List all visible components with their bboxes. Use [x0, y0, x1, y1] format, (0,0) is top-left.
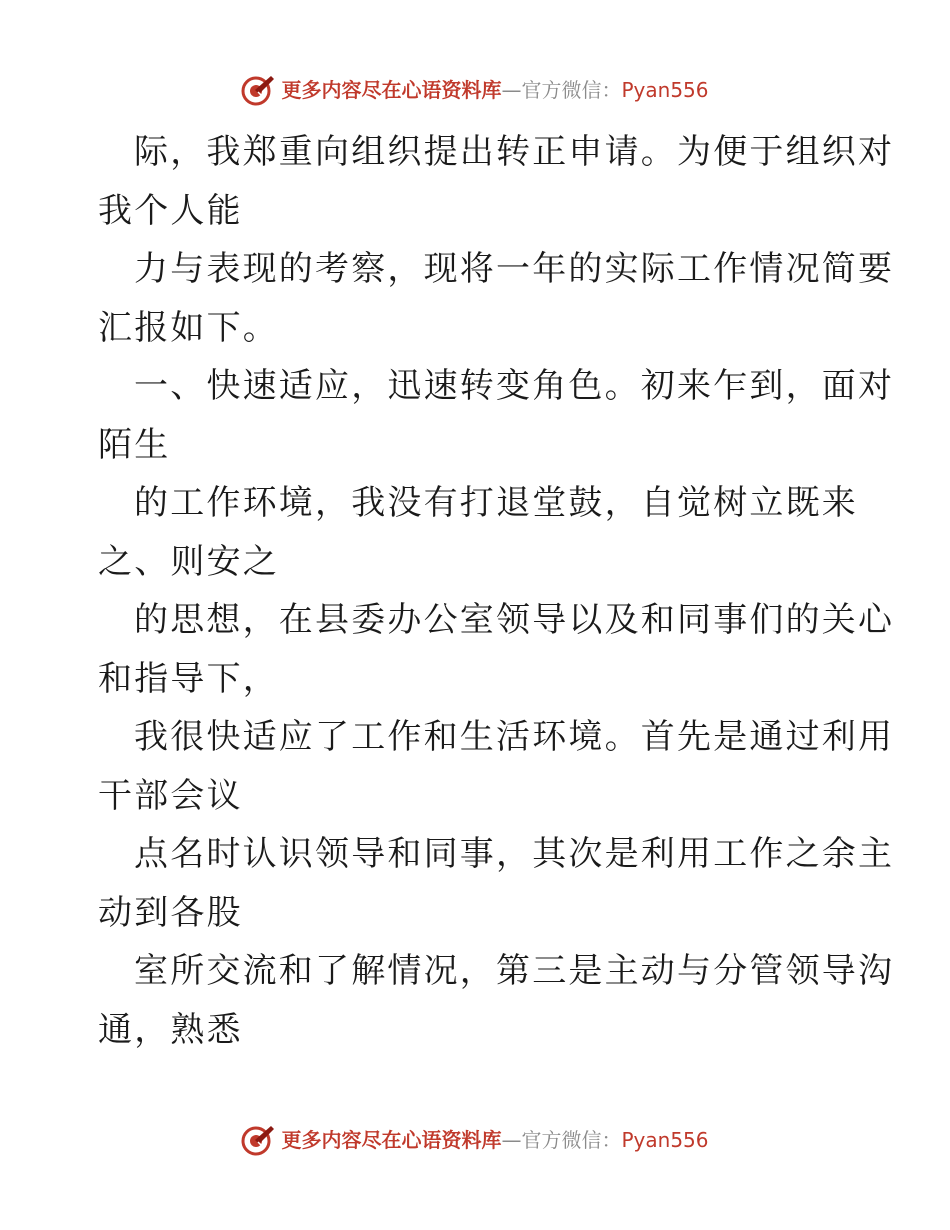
body-line: 干部会议: [98, 775, 243, 816]
document-body: [98, 123, 895, 1059]
body-line: 陌生: [98, 424, 171, 465]
footer-banner-separator: —官方微信：: [501, 1128, 622, 1152]
body-line: 汇报如下。: [98, 307, 279, 348]
footer-banner: [0, 1120, 950, 1160]
body-line: 的思想，在县委办公室领导以及和同事们的关心: [134, 600, 895, 640]
body-line: 际，我郑重向组织提出转正申请。为便于组织对: [134, 132, 895, 172]
header-banner-separator: —官方微信：: [501, 78, 622, 102]
header-banner-text: [281, 80, 708, 100]
body-line: 一、快速适应，迅速转变角色。初来乍到，面对: [134, 366, 895, 406]
body-line: 力与表现的考察，现将一年的实际工作情况简要: [134, 249, 895, 289]
body-line: 我个人能: [98, 190, 243, 231]
header-banner: [0, 70, 950, 110]
body-line: 动到各股: [98, 892, 243, 933]
footer-banner-main: 更多内容尽在心语资料库: [281, 1128, 502, 1152]
footer-banner-text: [281, 1130, 708, 1150]
body-line: 之、则安之: [98, 541, 279, 582]
body-line: 通，熟悉: [98, 1009, 243, 1050]
header-banner-id: Pyan556: [621, 78, 709, 102]
header-banner-main: 更多内容尽在心语资料库: [281, 78, 502, 102]
body-line: 我很快适应了工作和生活环境。首先是通过利用: [134, 717, 895, 757]
pen-nib-logo-icon: [241, 1123, 275, 1157]
footer-banner-id: Pyan556: [621, 1128, 709, 1152]
body-line: 点名时认识领导和同事，其次是利用工作之余主: [134, 834, 895, 874]
body-line: 的工作环境，我没有打退堂鼓，自觉树立既来: [134, 483, 858, 523]
pen-nib-logo-icon: [241, 73, 275, 107]
body-line: 室所交流和了解情况，第三是主动与分管领导沟: [134, 951, 895, 991]
body-line: 和指导下，: [98, 658, 279, 699]
